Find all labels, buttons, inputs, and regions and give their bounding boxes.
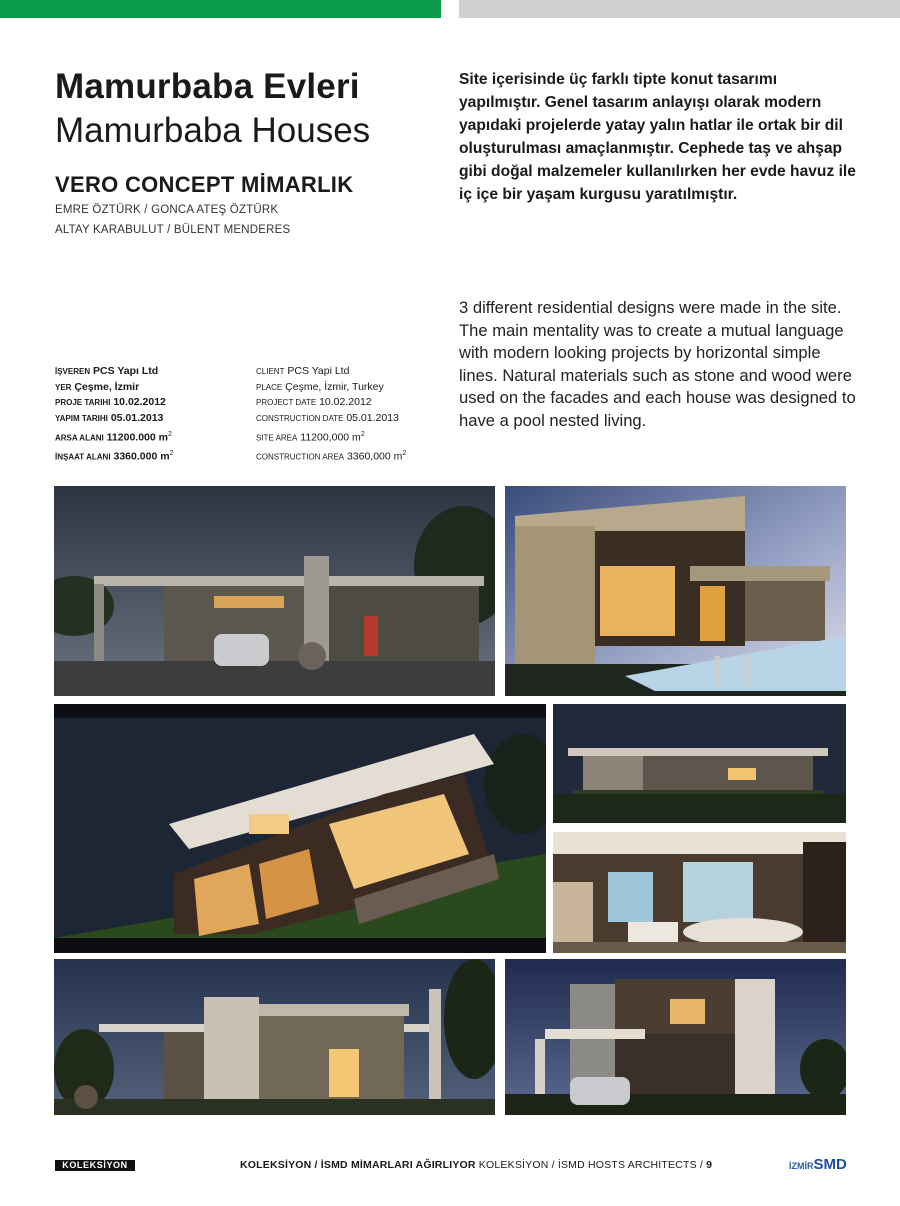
info-row-construction-area: İNŞAAT ALANI 3360.000 $m^2$ — [55, 450, 174, 463]
description-en: 3 different residential designs were made in the site. The main mentality was to create a mutual language with modern looking projects by horizontal simple lines. Natural materials such as stone and wood were used on the facades and each house was designed to have a pool nested living. — [459, 298, 856, 430]
info-row-construction-date: YAPIM TARIHI 05.01.2013 — [55, 412, 164, 425]
info-row-construction-area-en: CONSTRUCTION AREA 3360,000 $m^2$ — [256, 450, 407, 463]
architects-line-1: EMRE ÖZTÜRK / GONCA ATEŞ ÖZTÜRK — [55, 204, 279, 216]
info-row-site-area-en: SITE AREA 11200,000 $m^2$ — [256, 430, 365, 444]
info-row-place: YER Çeşme, İzmir — [55, 380, 140, 393]
photo-single-storey-night — [553, 704, 846, 823]
info-row-construction-date-en: CONSTRUCTION DATE 05.01.2013 — [256, 412, 399, 425]
page-number: 9 — [706, 1159, 713, 1171]
project-info-en — [256, 364, 446, 465]
photo-stone-wall-house — [54, 959, 495, 1115]
top-accent-bar-green — [0, 0, 441, 18]
footer-running-title: KOLEKSİYON / İSMD MİMARLARI AĞIRLIYOR KOLEKSİYON / İSMD HOSTS ARCHITECTS / 9 — [240, 1159, 713, 1171]
info-row-project-date-en: PROJECT DATE 10.02.2012 — [256, 396, 372, 409]
photo-house-pool-evening — [505, 486, 846, 696]
top-accent-bar-grey — [459, 0, 900, 18]
photo-interior-living-room — [553, 832, 846, 953]
architects-line-2: ALTAY KARABULUT / BÜLENT MENDERES — [55, 224, 291, 236]
description-tr: Site içerisinde üç farklı tipte konut tasarımı yapılmıştır. Genel tasarım anlayışı olarak modern yapıdaki projelerde yatay yalın hatlar ile ortak bir dil oluşturulması amaçlanmıştır. Cephede taş ve ahşap gibi doğal malzemeler kullanılırken her evde havuz ile iç içe bir yaşam kurgusu yaratılmıştır. — [459, 71, 856, 203]
project-title-tr: Mamurbaba Evleri — [55, 67, 360, 106]
info-row-employer: İŞVEREN PCS Yapı Ltd — [55, 365, 159, 377]
koleksiyon-logo: KOLEKSİYON — [55, 1160, 135, 1171]
photo-house-carport-dusk — [54, 486, 495, 696]
project-title-en: Mamurbaba Houses — [55, 111, 371, 150]
photo-two-storey-stone-tower — [505, 959, 846, 1115]
info-row-site-area: ARSA ALANI 11200.000 $m^2$ — [55, 430, 172, 444]
photo-two-storey-night — [54, 704, 546, 953]
project-info-tr — [55, 364, 245, 465]
info-row-place-en: PLACE Çeşme, İzmir, Turkey — [256, 380, 384, 393]
info-row-project-date: PROJE TARIHI 10.02.2012 — [55, 396, 166, 409]
izmir-smd-logo: İZMİRSMD — [789, 1156, 847, 1173]
firm-name: VERO CONCEPT MİMARLIK — [55, 172, 354, 197]
info-row-client: CLIENT PCS Yapi Ltd — [256, 365, 350, 377]
